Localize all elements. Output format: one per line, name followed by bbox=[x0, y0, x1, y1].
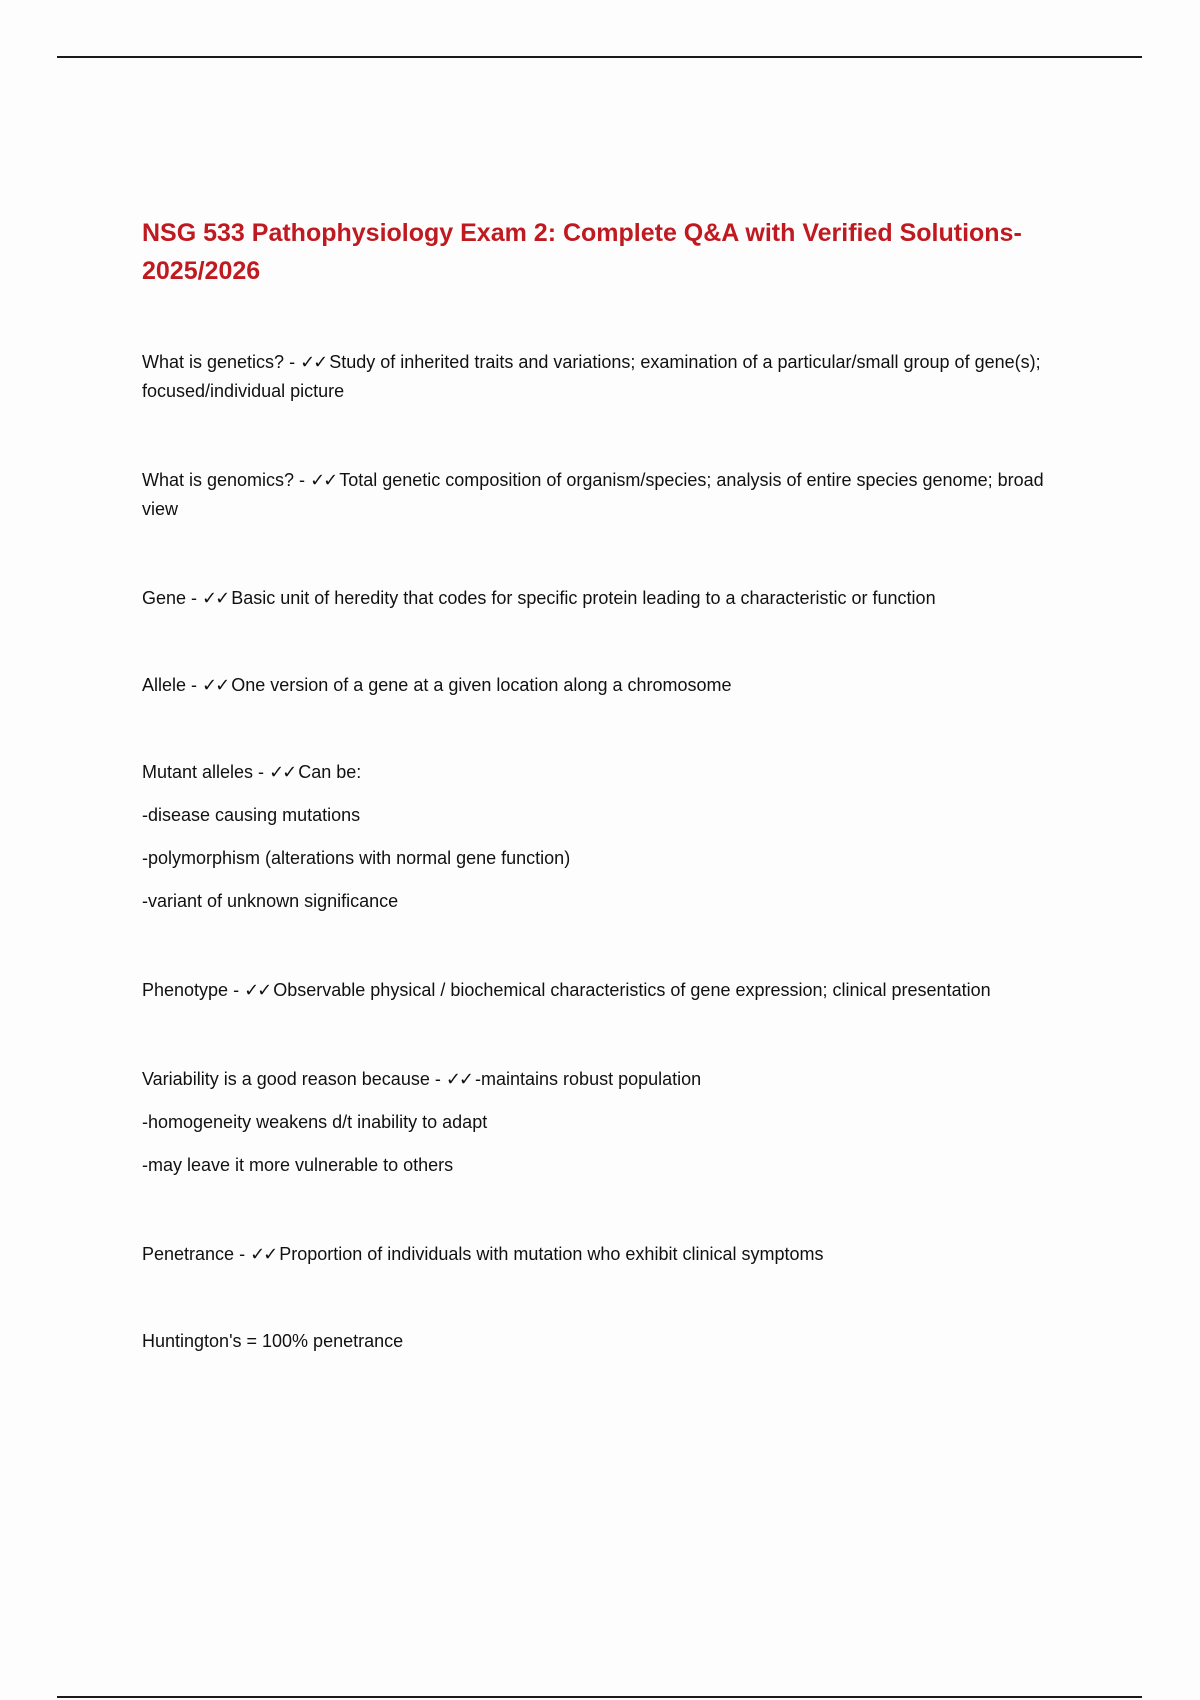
answer-text: Basic unit of heredity that codes for specific protein leading to a characteristic or function bbox=[231, 588, 936, 608]
qa-text bbox=[142, 1240, 1062, 1269]
answer-line: -variant of unknown significance bbox=[142, 891, 399, 911]
answer-line: -homogeneity weakens d/t inability to adapt bbox=[142, 1112, 488, 1132]
question-text: Allele - bbox=[142, 675, 203, 695]
check-mark-icon: ✓✓ bbox=[300, 352, 327, 372]
qa-text bbox=[142, 584, 1062, 613]
qa-entry-gene bbox=[142, 584, 1062, 613]
document-content bbox=[142, 214, 1062, 1414]
qa-entry-phenotype bbox=[142, 976, 1062, 1005]
qa-text bbox=[142, 1065, 1062, 1094]
answer-text: Total genetic composition of organism/species; analysis of entire species genome; broad view bbox=[142, 470, 1044, 519]
qa-entry-genetics bbox=[142, 348, 1062, 406]
qa-text bbox=[142, 348, 1062, 406]
question-text: Phenotype - bbox=[142, 980, 245, 1000]
qa-text bbox=[142, 671, 1062, 700]
document-title: NSG 533 Pathophysiology Exam 2: Complete Q&A with Verified Solutions-2025/2026 bbox=[142, 219, 1022, 285]
answer-text: Can be: bbox=[298, 762, 362, 782]
answer-text: Proportion of individuals with mutation who exhibit clinical symptoms bbox=[279, 1244, 824, 1264]
qa-entry-mutant-alleles bbox=[142, 758, 1062, 916]
qa-text bbox=[142, 758, 1062, 787]
answer-text: Observable physical / biochemical characteristics of gene expression; clinical presentation bbox=[273, 980, 991, 1000]
header-rule bbox=[57, 56, 1142, 58]
check-mark-icon: ✓✓ bbox=[445, 1069, 473, 1089]
question-text: What is genetics? - bbox=[142, 352, 301, 372]
qa-entry-allele bbox=[142, 671, 1062, 700]
check-mark-icon: ✓✓ bbox=[202, 675, 229, 695]
note-huntingtons bbox=[142, 1327, 1062, 1356]
check-mark-icon: ✓✓ bbox=[202, 588, 229, 608]
qa-entry-variability bbox=[142, 1065, 1062, 1180]
qa-text bbox=[142, 466, 1062, 524]
question-text: Mutant alleles - bbox=[142, 762, 270, 782]
answer-line: -polymorphism (alterations with normal gene function) bbox=[142, 848, 571, 868]
note-text: Huntington's = 100% penetrance bbox=[142, 1331, 404, 1351]
check-mark-icon: ✓✓ bbox=[310, 470, 337, 490]
answer-text: Study of inherited traits and variations; examination of a particular/small group of gene(s); focused/individual picture bbox=[142, 352, 1041, 401]
check-mark-icon: ✓✓ bbox=[244, 980, 271, 1000]
check-mark-icon: ✓✓ bbox=[269, 762, 296, 782]
answer-text: One version of a gene at a given location along a chromosome bbox=[231, 675, 732, 695]
footer-rule bbox=[57, 1696, 1142, 1698]
qa-entry-genomics bbox=[142, 466, 1062, 524]
qa-text bbox=[142, 976, 1062, 1005]
question-text: What is genomics? - bbox=[142, 470, 311, 490]
answer-line: -may leave it more vulnerable to others bbox=[142, 1155, 454, 1175]
question-text: Variability is a good reason because - bbox=[142, 1069, 446, 1089]
answer-line: -disease causing mutations bbox=[142, 805, 361, 825]
answer-text: -maintains robust population bbox=[475, 1069, 702, 1089]
qa-entry-penetrance bbox=[142, 1240, 1062, 1269]
question-text: Gene - bbox=[142, 588, 203, 608]
question-text: Penetrance - bbox=[142, 1244, 251, 1264]
check-mark-icon: ✓✓ bbox=[250, 1244, 277, 1264]
